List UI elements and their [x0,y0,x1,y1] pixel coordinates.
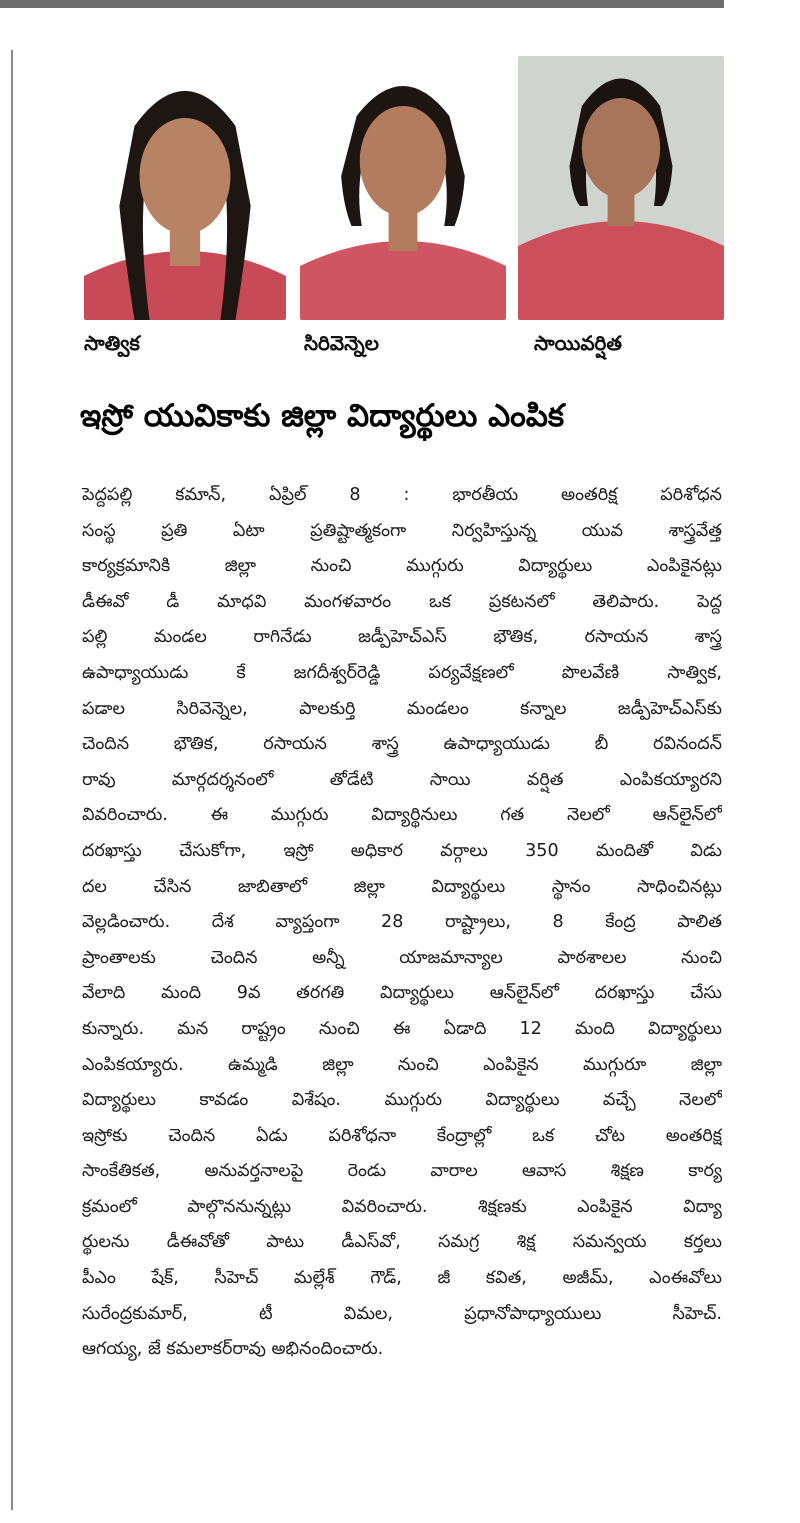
body-line: విద్యార్థులు కావడం విశేషం. ముగ్గురు విద్యార్థులు వచ్చే నెలలో [82,1090,722,1111]
body-line: ఇస్రోకు చెందిన ఏడు పరిశోధనా కేంద్రాల్లో ఒక చోట అంతరిక్ష [82,1125,722,1146]
body-line: ర్థులను డీఈవోతో పాటు డీఎస్‌వో, సమగ్ర శిక్ష సమన్వయ కర్తలు [82,1232,722,1253]
body-line: సంస్థ ప్రతి ఏటా ప్రతిష్టాత్మకంగా నిర్వహిస్తున్న యువ శాస్త్రవేత్త [82,520,722,541]
top-border-bar [0,0,724,8]
body-line: సాంకేతికత, అనువర్తనాలపై రెండు వారాల ఆవాస శిక్షణ కార్య [82,1161,722,1182]
article-headline: ఇస్రో యువికాకు జిల్లా విద్యార్థులు ఎంపిక [80,398,565,434]
neck [389,206,418,251]
student-photo-3 [518,56,724,320]
body-line: రావు మార్గదర్శనంలో తోడేటి సాయి వర్షిత ఎంపికయ్యారని [82,769,722,790]
body-line: దల చేసిన జాబితాలో జిల్లా విద్యార్థులు స్థానం సాధించినట్లు [82,876,722,897]
neck [170,226,200,266]
body-line: కున్నారు. మన రాష్ట్రం నుంచి ఈ ఏడాది 12 మంది విద్యార్థులు [82,1018,722,1039]
face [360,106,447,216]
student-photo-2 [300,56,506,320]
article-body [82,478,722,1368]
neck [608,191,635,226]
body-line: సురేంద్రకుమార్, టీ విమల, ప్రధానోపాధ్యాయులు సీహెచ్. [82,1303,722,1324]
body-line: క్రమంలో పాల్గొననున్నట్లు వివరించారు. శిక్షణకు ఎంపికైన విద్యా [82,1196,722,1217]
face [140,118,231,234]
body-line: పీఎం షేక్, సీహెచ్ మల్లేశ్ గౌడ్, జీ కవిత, అజీమ్, ఎంఈవోలు [82,1268,722,1289]
face [582,98,660,198]
body-line: ఎంపికయ్యారు. ఉమ్మడి జిల్లా నుంచి ఎంపికైన ముగ్గురూ జిల్లా [82,1054,722,1075]
photo-caption-2: సిరివెన్నెల [304,331,379,355]
body-line: పడాల సిరివెన్నెల, పాలకుర్తి మండలం కన్నాల జడ్పీహెచ్ఎస్‌కు [82,698,722,719]
body-line: ప్రాంతాలకు చెందిన అన్నీ యాజమాన్యాల పాఠశాలల నుంచి [82,947,722,968]
body-line: కార్యక్రమానికి జిల్లా నుంచి ముగ్గురు విద్యార్థులు ఎంపికైనట్లు [82,556,722,577]
photo-caption-3: సాయివర్షిత [534,331,622,355]
body-line: ఆగయ్య, జే కమలాకర్‌రావు అభినందించారు. [82,1339,384,1360]
body-line: డీఈవో డీ మాధవి మంగళవారం ఒక ప్రకటనలో తెలిపారు. పెద్ద [82,591,722,612]
body-line: చెందిన భౌతిక, రసాయన శాస్త్ర ఉపాధ్యాయుడు బీ రవినందన్ [82,734,722,755]
body-line: పెద్దపల్లి కమాన్, ఏప్రిల్ 8 : భారతీయ అంతరిక్ష పరిశోధన [82,485,722,505]
body-line: వేలాది మంది 9వ తరగతి విద్యార్థులు ఆన్‌లైన్‌లో దరఖాస్తు చేసు [82,983,722,1004]
body-line: వివరించారు. ఈ ముగ్గురు విద్యార్థినులు గత నెలలో ఆన్‌లైన్‌లో [82,805,722,826]
body-line: వెల్లడించారు. దేశ వ్యాప్తంగా 28 రాష్ట్రాలు, 8 కేంద్ర పాలిత [82,912,722,933]
column-rule [11,50,13,1510]
photo-caption-1: సాత్విక [84,331,140,355]
body-line: దరఖాస్తు చేసుకోగా, ఇస్రో అధికార వర్గాలు 350 మందితో విడు [82,840,722,861]
body-line: పల్లి మండల రాగినేడు జడ్పీహెచ్ఎస్ భౌతిక, రసాయన శాస్త్ర [82,627,722,648]
student-photo-1 [84,56,286,320]
uniform [518,221,724,320]
body-line: ఉపాధ్యాయుడు కే జగదీశ్వర్‌రెడ్డి పర్యవేక్షణలో పొలవేణి సాత్విక, [82,662,722,683]
